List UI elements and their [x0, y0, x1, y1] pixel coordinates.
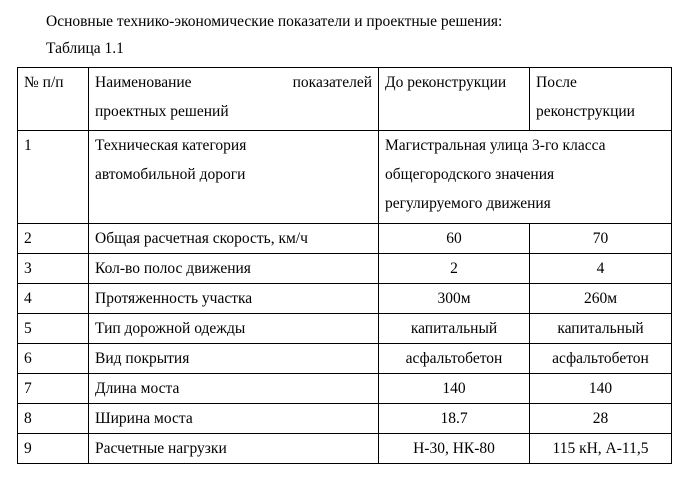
table-caption: Таблица 1.1 [46, 40, 124, 57]
header-name-part3: проектных решений [95, 103, 229, 120]
cell-name-line1: Техническая категория [95, 137, 247, 154]
cell-merged-line2: общегородского значения [385, 166, 555, 183]
cell-name: Протяженность участка [89, 284, 379, 314]
header-name [89, 68, 379, 131]
table-header-row [18, 68, 672, 131]
cell-before: 60 [379, 224, 530, 254]
header-after [530, 68, 672, 131]
table-row [18, 374, 672, 404]
cell-after: 115 кН, А-11,5 [530, 434, 672, 464]
table-row [18, 254, 672, 284]
cell-name: Расчетные нагрузки [89, 434, 379, 464]
table-row [18, 224, 672, 254]
cell-after: 260м [530, 284, 672, 314]
cell-after: капитальный [530, 314, 672, 344]
cell-before: Н-30, НК-80 [379, 434, 530, 464]
cell-merged-line3: регулируемого движения [385, 195, 551, 212]
cell-before: асфальтобетон [379, 344, 530, 374]
cell-before: капитальный [379, 314, 530, 344]
table-row [18, 284, 672, 314]
header-after-part1: После [536, 74, 577, 91]
cell-after: 28 [530, 404, 672, 434]
cell-merged-line1: Магистральная улица 3-го класса [385, 137, 606, 154]
cell-num: 6 [18, 344, 89, 374]
cell-name: Длина моста [89, 374, 379, 404]
header-before: До реконструкции [379, 68, 530, 131]
cell-name [89, 131, 379, 224]
table-row [18, 404, 672, 434]
header-num: № п/п [18, 68, 89, 131]
cell-after: 140 [530, 374, 672, 404]
header-name-part2: показателей [292, 74, 372, 91]
table-row [18, 434, 672, 464]
cell-name-line2: автомобильной дороги [95, 166, 246, 183]
cell-name: Тип дорожной одежды [89, 314, 379, 344]
cell-name: Ширина моста [89, 404, 379, 434]
table-row [18, 344, 672, 374]
cell-name: Общая расчетная скорость, км/ч [89, 224, 379, 254]
cell-after: асфальтобетон [530, 344, 672, 374]
cell-num: 1 [18, 131, 89, 224]
cell-before: 2 [379, 254, 530, 284]
cell-before: 140 [379, 374, 530, 404]
cell-num: 5 [18, 314, 89, 344]
cell-before: 18.7 [379, 404, 530, 434]
cell-name: Вид покрытия [89, 344, 379, 374]
indicators-table [17, 67, 672, 464]
table-row [18, 131, 672, 224]
cell-num: 8 [18, 404, 89, 434]
cell-merged-value [379, 131, 672, 224]
cell-after: 4 [530, 254, 672, 284]
intro-paragraph: Основные технико-экономические показатели и проектные решения: [46, 13, 503, 30]
header-name-part1: Наименование [95, 74, 192, 91]
cell-name: Кол-во полос движения [89, 254, 379, 284]
cell-num: 2 [18, 224, 89, 254]
cell-before: 300м [379, 284, 530, 314]
cell-num: 4 [18, 284, 89, 314]
cell-num: 7 [18, 374, 89, 404]
cell-num: 3 [18, 254, 89, 284]
table-row [18, 314, 672, 344]
cell-num: 9 [18, 434, 89, 464]
header-after-part2: реконструкции [536, 103, 635, 120]
cell-after: 70 [530, 224, 672, 254]
